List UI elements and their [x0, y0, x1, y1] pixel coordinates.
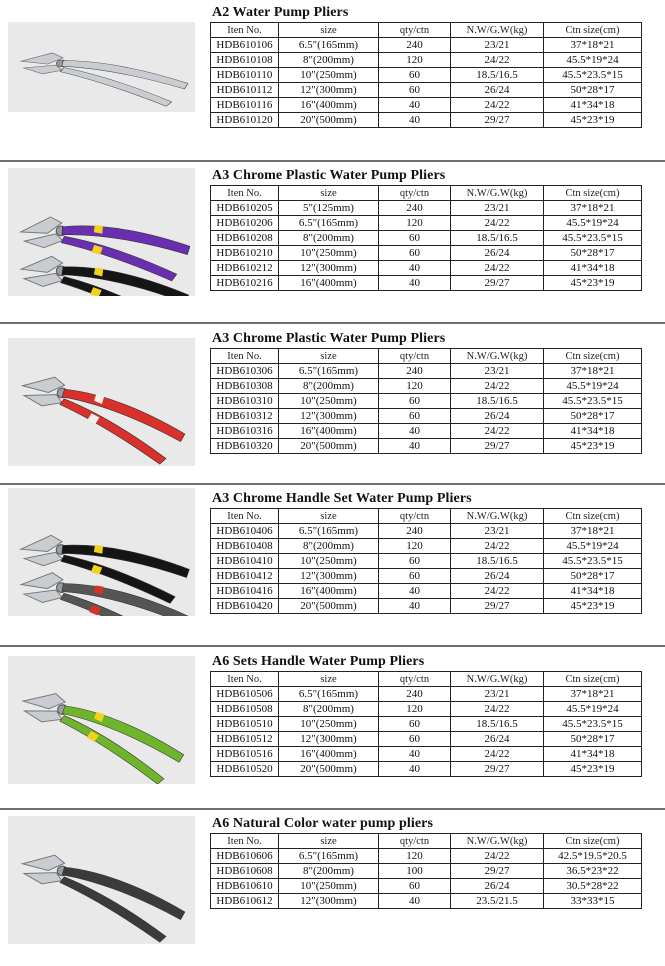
- table-cell: 60: [379, 554, 451, 569]
- table-cell: 120: [379, 53, 451, 68]
- table-cell: 45*23*19: [544, 599, 642, 614]
- table-cell: 24/22: [451, 747, 544, 762]
- table-cell: 24/22: [451, 379, 544, 394]
- table-cell: 18.5/16.5: [451, 68, 544, 83]
- table-cell: 33*33*15: [544, 894, 642, 909]
- table-row: [211, 762, 642, 777]
- table-cell: 26/24: [451, 879, 544, 894]
- table-cell: HDB610110: [211, 68, 279, 83]
- pliers-illustration: [8, 816, 195, 944]
- column-header: qty/ctn: [379, 509, 451, 524]
- table-cell: HDB610508: [211, 702, 279, 717]
- pliers-illustration: [8, 168, 195, 296]
- table-cell: HDB610510: [211, 717, 279, 732]
- table-cell: 23.5/21.5: [451, 894, 544, 909]
- table-cell: 8"(200mm): [279, 864, 379, 879]
- table-cell: 8"(200mm): [279, 702, 379, 717]
- column-header: N.W/G.W(kg): [451, 23, 544, 38]
- table-cell: HDB610210: [211, 246, 279, 261]
- table-row: [211, 539, 642, 554]
- table-cell: 60: [379, 732, 451, 747]
- column-header: N.W/G.W(kg): [451, 349, 544, 364]
- table-cell: 36.5*23*22: [544, 864, 642, 879]
- pliers-illustration: [8, 488, 195, 616]
- table-cell: 20"(500mm): [279, 113, 379, 128]
- table-cell: 23/21: [451, 38, 544, 53]
- table-header-row: [211, 186, 642, 201]
- table-cell: 41*34*18: [544, 98, 642, 113]
- table-row: [211, 201, 642, 216]
- column-header: Ctn size(cm): [544, 349, 642, 364]
- table-row: [211, 747, 642, 762]
- table-cell: HDB610116: [211, 98, 279, 113]
- column-header: N.W/G.W(kg): [451, 834, 544, 849]
- column-header: qty/ctn: [379, 834, 451, 849]
- table-cell: 24/22: [451, 216, 544, 231]
- table-row: [211, 409, 642, 424]
- table-cell: HDB610308: [211, 379, 279, 394]
- table-row: [211, 849, 642, 864]
- table-cell: 8"(200mm): [279, 53, 379, 68]
- table-cell: 10"(250mm): [279, 717, 379, 732]
- table-row: [211, 261, 642, 276]
- column-header: Iten No.: [211, 349, 279, 364]
- table-cell: 10"(250mm): [279, 246, 379, 261]
- natural-color-pliers-photo: [8, 816, 195, 944]
- table-cell: 29/27: [451, 762, 544, 777]
- table-cell: 10"(250mm): [279, 68, 379, 83]
- table-cell: 37*18*21: [544, 364, 642, 379]
- pliers-illustration: [8, 338, 195, 466]
- table-cell: HDB610316: [211, 424, 279, 439]
- table-cell: 20"(500mm): [279, 762, 379, 777]
- table-cell: 60: [379, 231, 451, 246]
- spec-table: [210, 348, 642, 454]
- section-divider: [0, 483, 665, 485]
- table-cell: 37*18*21: [544, 524, 642, 539]
- table-cell: 40: [379, 261, 451, 276]
- table-cell: 120: [379, 379, 451, 394]
- column-header: size: [279, 834, 379, 849]
- table-cell: 16"(400mm): [279, 98, 379, 113]
- table-cell: 45.5*23.5*15: [544, 717, 642, 732]
- table-cell: 26/24: [451, 569, 544, 584]
- table-row: [211, 394, 642, 409]
- column-header: qty/ctn: [379, 672, 451, 687]
- table-cell: HDB610112: [211, 83, 279, 98]
- table-cell: 37*18*21: [544, 38, 642, 53]
- table-cell: HDB610212: [211, 261, 279, 276]
- table-cell: 60: [379, 394, 451, 409]
- table-cell: 20"(500mm): [279, 599, 379, 614]
- column-header: Ctn size(cm): [544, 509, 642, 524]
- table-cell: 37*18*21: [544, 201, 642, 216]
- table-cell: 12"(300mm): [279, 409, 379, 424]
- table-cell: 40: [379, 762, 451, 777]
- table-cell: 50*28*17: [544, 246, 642, 261]
- section-title: A3 Chrome Handle Set Water Pump Pliers: [212, 491, 472, 506]
- table-cell: 50*28*17: [544, 732, 642, 747]
- table-cell: 40: [379, 584, 451, 599]
- column-header: Ctn size(cm): [544, 672, 642, 687]
- table-cell: 240: [379, 364, 451, 379]
- table-cell: 120: [379, 216, 451, 231]
- table-cell: HDB610410: [211, 554, 279, 569]
- pliers-illustration: [8, 656, 195, 784]
- table-row: [211, 524, 642, 539]
- table-header-row: [211, 349, 642, 364]
- table-row: [211, 702, 642, 717]
- section-divider: [0, 322, 665, 324]
- section-title: A6 Sets Handle Water Pump Pliers: [212, 654, 425, 669]
- column-header: N.W/G.W(kg): [451, 672, 544, 687]
- column-header: qty/ctn: [379, 349, 451, 364]
- table-row: [211, 246, 642, 261]
- table-cell: 8"(200mm): [279, 379, 379, 394]
- table-cell: HDB610205: [211, 201, 279, 216]
- column-header: size: [279, 186, 379, 201]
- spec-table: [210, 22, 642, 128]
- section-divider: [0, 160, 665, 162]
- table-cell: 40: [379, 113, 451, 128]
- table-cell: HDB610106: [211, 38, 279, 53]
- table-cell: 5"(125mm): [279, 201, 379, 216]
- table-cell: 60: [379, 246, 451, 261]
- section-title: A3 Chrome Plastic Water Pump Pliers: [212, 168, 446, 183]
- table-cell: 240: [379, 687, 451, 702]
- table-cell: 8"(200mm): [279, 231, 379, 246]
- table-header-row: [211, 23, 642, 38]
- table-row: [211, 68, 642, 83]
- table-cell: 26/24: [451, 83, 544, 98]
- table-cell: 6.5"(165mm): [279, 687, 379, 702]
- table-cell: 10"(250mm): [279, 394, 379, 409]
- table-cell: HDB610120: [211, 113, 279, 128]
- section-divider: [0, 808, 665, 810]
- table-cell: HDB610512: [211, 732, 279, 747]
- table-cell: HDB610610: [211, 879, 279, 894]
- table-cell: HDB610312: [211, 409, 279, 424]
- table-cell: 26/24: [451, 409, 544, 424]
- table-cell: 24/22: [451, 702, 544, 717]
- column-header: size: [279, 672, 379, 687]
- column-header: Iten No.: [211, 509, 279, 524]
- table-cell: 60: [379, 68, 451, 83]
- table-cell: 40: [379, 747, 451, 762]
- table-cell: 23/21: [451, 201, 544, 216]
- green-yellow-grip-pliers-photo: [8, 656, 195, 784]
- table-cell: 40: [379, 439, 451, 454]
- spec-table: [210, 833, 642, 909]
- table-cell: 16"(400mm): [279, 276, 379, 291]
- table-cell: 45.5*19*24: [544, 53, 642, 68]
- table-cell: HDB610506: [211, 687, 279, 702]
- table-cell: 60: [379, 83, 451, 98]
- table-row: [211, 98, 642, 113]
- table-cell: HDB610108: [211, 53, 279, 68]
- table-cell: 41*34*18: [544, 424, 642, 439]
- table-cell: 120: [379, 849, 451, 864]
- table-row: [211, 569, 642, 584]
- table-cell: 40: [379, 276, 451, 291]
- table-cell: 50*28*17: [544, 409, 642, 424]
- table-cell: 29/27: [451, 439, 544, 454]
- table-cell: 50*28*17: [544, 569, 642, 584]
- table-cell: HDB610412: [211, 569, 279, 584]
- column-header: Iten No.: [211, 672, 279, 687]
- table-cell: 18.5/16.5: [451, 394, 544, 409]
- table-cell: 45.5*23.5*15: [544, 394, 642, 409]
- table-cell: 23/21: [451, 364, 544, 379]
- table-cell: 45*23*19: [544, 276, 642, 291]
- spec-table: [210, 671, 642, 777]
- table-cell: 12"(300mm): [279, 569, 379, 584]
- table-row: [211, 53, 642, 68]
- column-header: Iten No.: [211, 834, 279, 849]
- table-row: [211, 439, 642, 454]
- table-cell: 240: [379, 38, 451, 53]
- table-cell: 26/24: [451, 732, 544, 747]
- table-cell: 45*23*19: [544, 439, 642, 454]
- table-cell: 42.5*19.5*20.5: [544, 849, 642, 864]
- table-cell: 41*34*18: [544, 747, 642, 762]
- table-cell: HDB610306: [211, 364, 279, 379]
- table-cell: HDB610606: [211, 849, 279, 864]
- table-cell: 60: [379, 569, 451, 584]
- table-cell: 10"(250mm): [279, 879, 379, 894]
- table-cell: 8"(200mm): [279, 539, 379, 554]
- table-cell: 23/21: [451, 524, 544, 539]
- table-cell: 24/22: [451, 849, 544, 864]
- red-handle-pliers-photo: [8, 338, 195, 466]
- table-cell: HDB610310: [211, 394, 279, 409]
- table-cell: 40: [379, 599, 451, 614]
- table-cell: 60: [379, 879, 451, 894]
- table-cell: 6.5"(165mm): [279, 364, 379, 379]
- table-cell: 45*23*19: [544, 113, 642, 128]
- table-cell: HDB610208: [211, 231, 279, 246]
- table-cell: 100: [379, 864, 451, 879]
- table-row: [211, 83, 642, 98]
- table-cell: 6.5"(165mm): [279, 849, 379, 864]
- column-header: Ctn size(cm): [544, 186, 642, 201]
- table-cell: 6.5"(165mm): [279, 216, 379, 231]
- table-cell: 37*18*21: [544, 687, 642, 702]
- table-row: [211, 554, 642, 569]
- table-header-row: [211, 509, 642, 524]
- table-row: [211, 379, 642, 394]
- table-cell: 60: [379, 717, 451, 732]
- purple-black-handle-pliers-photo: [8, 168, 195, 296]
- table-cell: HDB610320: [211, 439, 279, 454]
- table-cell: 10"(250mm): [279, 554, 379, 569]
- table-row: [211, 879, 642, 894]
- table-cell: 23/21: [451, 687, 544, 702]
- table-row: [211, 687, 642, 702]
- table-cell: 12"(300mm): [279, 732, 379, 747]
- table-cell: 45.5*19*24: [544, 702, 642, 717]
- table-cell: 45.5*23.5*15: [544, 231, 642, 246]
- table-cell: 120: [379, 702, 451, 717]
- table-cell: HDB610420: [211, 599, 279, 614]
- table-cell: 18.5/16.5: [451, 231, 544, 246]
- table-cell: 24/22: [451, 584, 544, 599]
- table-cell: 60: [379, 409, 451, 424]
- section-divider: [0, 645, 665, 647]
- table-cell: 6.5"(165mm): [279, 524, 379, 539]
- column-header: qty/ctn: [379, 23, 451, 38]
- table-cell: 24/22: [451, 98, 544, 113]
- column-header: Ctn size(cm): [544, 23, 642, 38]
- table-cell: 29/27: [451, 599, 544, 614]
- table-cell: 6.5"(165mm): [279, 38, 379, 53]
- table-cell: 240: [379, 524, 451, 539]
- column-header: qty/ctn: [379, 186, 451, 201]
- column-header: N.W/G.W(kg): [451, 509, 544, 524]
- table-header-row: [211, 672, 642, 687]
- table-cell: 40: [379, 98, 451, 113]
- table-cell: 24/22: [451, 53, 544, 68]
- table-row: [211, 216, 642, 231]
- table-cell: HDB610408: [211, 539, 279, 554]
- section-title: A3 Chrome Plastic Water Pump Pliers: [212, 331, 446, 346]
- section-title: A2 Water Pump Pliers: [212, 5, 349, 20]
- table-cell: 16"(400mm): [279, 584, 379, 599]
- table-cell: 12"(300mm): [279, 83, 379, 98]
- table-cell: 30.5*28*22: [544, 879, 642, 894]
- table-cell: 12"(300mm): [279, 894, 379, 909]
- table-cell: 45.5*19*24: [544, 379, 642, 394]
- table-cell: 29/27: [451, 276, 544, 291]
- table-cell: 45.5*23.5*15: [544, 68, 642, 83]
- column-header: Ctn size(cm): [544, 834, 642, 849]
- table-cell: HDB610608: [211, 864, 279, 879]
- table-row: [211, 584, 642, 599]
- table-cell: 24/22: [451, 261, 544, 276]
- table-cell: 40: [379, 894, 451, 909]
- column-header: Iten No.: [211, 186, 279, 201]
- yellow-red-grip-pliers-photo: [8, 488, 195, 616]
- column-header: size: [279, 23, 379, 38]
- table-cell: 50*28*17: [544, 83, 642, 98]
- column-header: size: [279, 509, 379, 524]
- table-cell: HDB610216: [211, 276, 279, 291]
- table-row: [211, 231, 642, 246]
- table-cell: 29/27: [451, 113, 544, 128]
- table-row: [211, 364, 642, 379]
- chrome-pliers-photo: [8, 22, 195, 112]
- table-cell: HDB610206: [211, 216, 279, 231]
- column-header: Iten No.: [211, 23, 279, 38]
- table-cell: 120: [379, 539, 451, 554]
- table-row: [211, 864, 642, 879]
- table-cell: 29/27: [451, 864, 544, 879]
- table-cell: HDB610612: [211, 894, 279, 909]
- column-header: size: [279, 349, 379, 364]
- table-cell: 41*34*18: [544, 261, 642, 276]
- table-row: [211, 717, 642, 732]
- table-cell: 45.5*19*24: [544, 539, 642, 554]
- table-cell: 20"(500mm): [279, 439, 379, 454]
- table-cell: 24/22: [451, 539, 544, 554]
- table-cell: 18.5/16.5: [451, 717, 544, 732]
- table-cell: HDB610516: [211, 747, 279, 762]
- table-row: [211, 113, 642, 128]
- column-header: N.W/G.W(kg): [451, 186, 544, 201]
- table-row: [211, 424, 642, 439]
- table-cell: 24/22: [451, 424, 544, 439]
- table-row: [211, 732, 642, 747]
- table-row: [211, 599, 642, 614]
- table-cell: 18.5/16.5: [451, 554, 544, 569]
- table-cell: 45.5*23.5*15: [544, 554, 642, 569]
- table-row: [211, 894, 642, 909]
- table-cell: 41*34*18: [544, 584, 642, 599]
- table-cell: 12"(300mm): [279, 261, 379, 276]
- table-cell: 16"(400mm): [279, 747, 379, 762]
- table-cell: 16"(400mm): [279, 424, 379, 439]
- pliers-illustration: [8, 22, 195, 112]
- table-row: [211, 276, 642, 291]
- table-cell: HDB610520: [211, 762, 279, 777]
- table-cell: 40: [379, 424, 451, 439]
- section-title: A6 Natural Color water pump pliers: [212, 816, 434, 831]
- table-cell: HDB610416: [211, 584, 279, 599]
- table-cell: 26/24: [451, 246, 544, 261]
- spec-table: [210, 508, 642, 614]
- table-row: [211, 38, 642, 53]
- table-cell: 45.5*19*24: [544, 216, 642, 231]
- spec-table: [210, 185, 642, 291]
- table-cell: 240: [379, 201, 451, 216]
- table-header-row: [211, 834, 642, 849]
- table-cell: HDB610406: [211, 524, 279, 539]
- table-cell: 45*23*19: [544, 762, 642, 777]
